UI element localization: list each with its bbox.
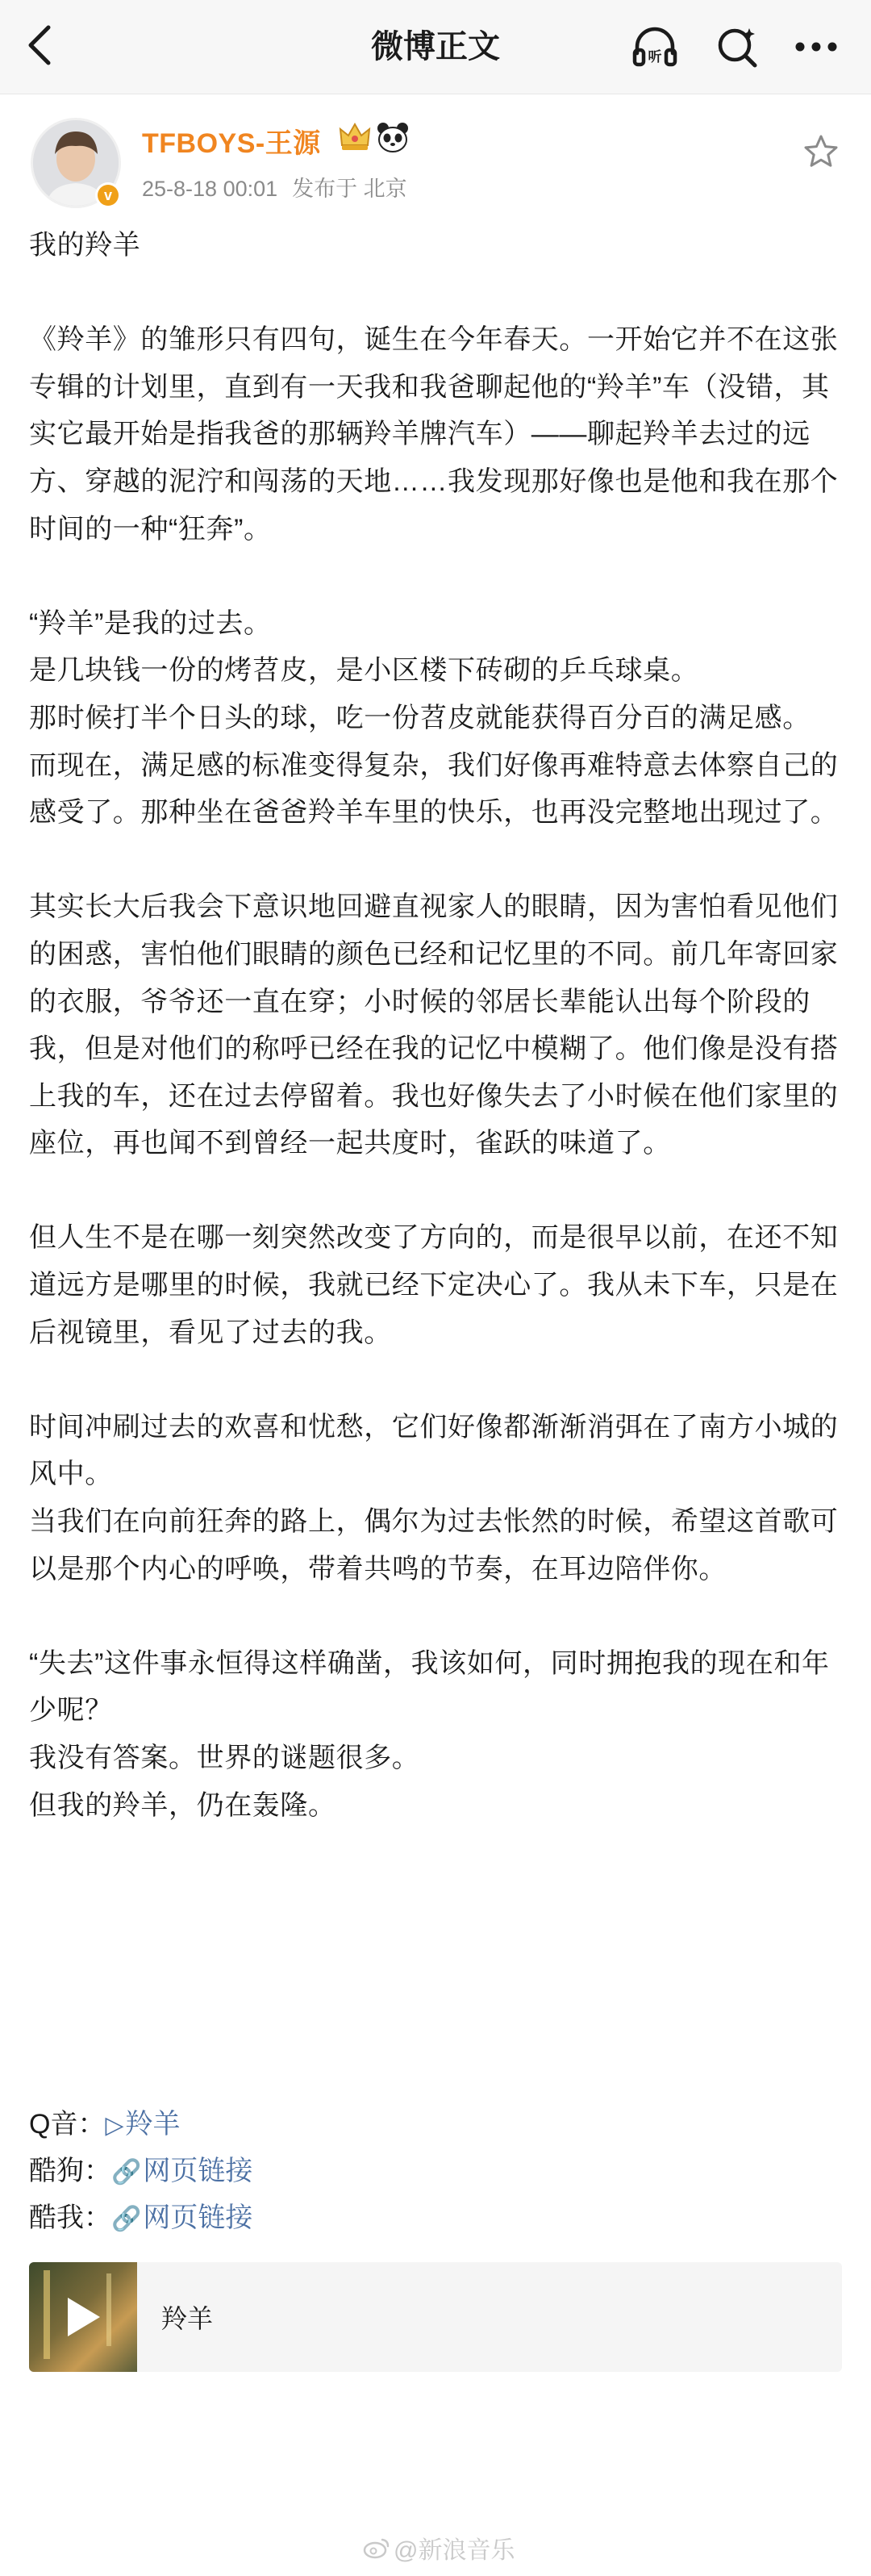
paragraph-gap — [29, 269, 844, 317]
cover-decoration — [106, 2273, 111, 2346]
kuwo-web-link[interactable] — [111, 2202, 252, 2233]
link-icon: 🔗 — [111, 2159, 142, 2186]
post-paragraph: 而现在，满足感的标准变得复杂，我们好像再难特意去体察自己的感受了。那种坐在爸爸羚羊车里的快乐，也再没完整地出现过了。 — [29, 749, 839, 829]
link-label: Q音： — [29, 2109, 106, 2140]
listen-button[interactable] — [629, 21, 681, 73]
link-label: 酷我： — [29, 2202, 111, 2233]
post-date: 25-8-18 00:01 — [142, 177, 278, 201]
top-navbar — [0, 0, 871, 94]
link-text: 网页链接 — [143, 2156, 253, 2186]
post-paragraph: 但人生不是在哪一刻突然改变了方向的，而是很早以前，在还不知道远方是哪里的时候，我就已经下定决心了。我从未下车，只是在后视镜里，看见了过去的我。 — [29, 1222, 839, 1348]
panda-badge-icon[interactable] — [376, 121, 410, 153]
page-title: 微博正文 — [371, 29, 500, 65]
verified-icon: v — [98, 185, 119, 206]
play-icon[interactable] — [68, 2298, 100, 2336]
more-icon — [794, 40, 839, 53]
link-label: 酷狗： — [29, 2156, 111, 2186]
post-location: 发布于 北京 — [292, 177, 407, 201]
more-button[interactable] — [790, 21, 842, 73]
author-name[interactable]: TFBOYS-王源 — [142, 128, 321, 159]
weibo-logo-icon — [363, 2536, 390, 2559]
album-cover[interactable] — [29, 2262, 137, 2372]
post-paragraph: 我的羚羊 — [29, 230, 141, 261]
post-paragraph: 是几块钱一份的烤苕皮，是小区楼下砖砌的乒乓球桌。 — [29, 655, 699, 687]
music-card[interactable] — [29, 2262, 842, 2372]
link-text: 羚羊 — [125, 2109, 181, 2140]
link-icon: 🔗 — [111, 2206, 142, 2232]
paragraph-gap — [29, 1167, 844, 1215]
post-paragraph: “失去”这件事永恒得这样确凿，我该如何，同时拥抱我的现在和年少呢？ — [29, 1647, 830, 1726]
kugou-web-link[interactable] — [111, 2156, 252, 2186]
post-paragraph: 我没有答案。世界的谜题很多。 — [29, 1743, 420, 1773]
play-icon: ▷ — [105, 2112, 124, 2139]
paragraph-gap — [29, 553, 844, 600]
listen-icon — [631, 24, 679, 69]
link-text: 网页链接 — [143, 2202, 253, 2233]
watermark-text: @新浪音乐 — [394, 2537, 515, 2564]
paragraph-gap — [29, 1356, 844, 1404]
post-paragraph: “羚羊”是我的过去。 — [29, 607, 272, 639]
post-paragraph: 但我的羚羊，仍在轰隆。 — [29, 1789, 336, 1821]
post-paragraph: 那时候打半个日头的球，吃一份苕皮就能获得百分百的满足感。 — [29, 702, 811, 733]
link-row-qq-music — [29, 2101, 181, 2149]
search-button[interactable] — [711, 21, 763, 73]
qq-music-link[interactable] — [105, 2109, 180, 2140]
paragraph-gap — [29, 837, 844, 884]
listen-label: 听 — [648, 49, 662, 65]
music-card-title: 羚羊 — [161, 2304, 214, 2333]
post-paragraph: 《羚羊》的雏形只有四句，诞生在今年春天。一开始它并不在这张专辑的计划里，直到有一天我和我爸聊起他的“羚羊”车（没错，其实它最开始是指我爸的那辆羚羊牌汽车）——聊起羚羊去过的远方、穿越的泥泞和闯荡的天地……我发现那好像也是他和我在那个时间的一种“狂奔”。 — [29, 324, 839, 545]
link-row-kuwo — [29, 2194, 252, 2243]
post-meta — [142, 171, 422, 202]
post-paragraph: 其实长大后我会下意识地回避直视家人的眼睛，因为害怕看见他们的困惑，害怕他们眼睛的颜色已经和记忆里的不同。前几年寄回家的衣服，爷爷还一直在穿；小时候的邻居长辈能认出每个阶段的我，但是对他们的称呼已经在我的记忆中模糊了。他们像是没有搭上我的车，还在过去停留着。我也好像失去了小时候在他们家里的座位，再也闻不到曾经一起共度时，雀跃的味道了。 — [29, 891, 839, 1159]
post-paragraph: 当我们在向前狂奔的路上，偶尔为过去怅然的时候，希望这首歌可以是那个内心的呼唤，带着共鸣的节奏，在耳边陪伴你。 — [29, 1506, 839, 1584]
post-content — [29, 222, 844, 1829]
favorite-button[interactable] — [798, 129, 844, 174]
search-icon — [714, 23, 761, 70]
link-row-kugou — [29, 2148, 252, 2196]
watermark — [363, 2530, 515, 2566]
star-icon — [802, 134, 840, 169]
verified-badge — [95, 182, 121, 208]
cover-decoration — [44, 2270, 50, 2359]
author-avatar-wrap[interactable] — [31, 118, 121, 208]
post-paragraph: 时间冲刷过去的欢喜和忧愁，它们好像都渐渐消弭在了南方小城的风中。 — [29, 1411, 839, 1490]
crown-badge-icon[interactable] — [337, 121, 373, 153]
paragraph-gap — [29, 1593, 844, 1640]
